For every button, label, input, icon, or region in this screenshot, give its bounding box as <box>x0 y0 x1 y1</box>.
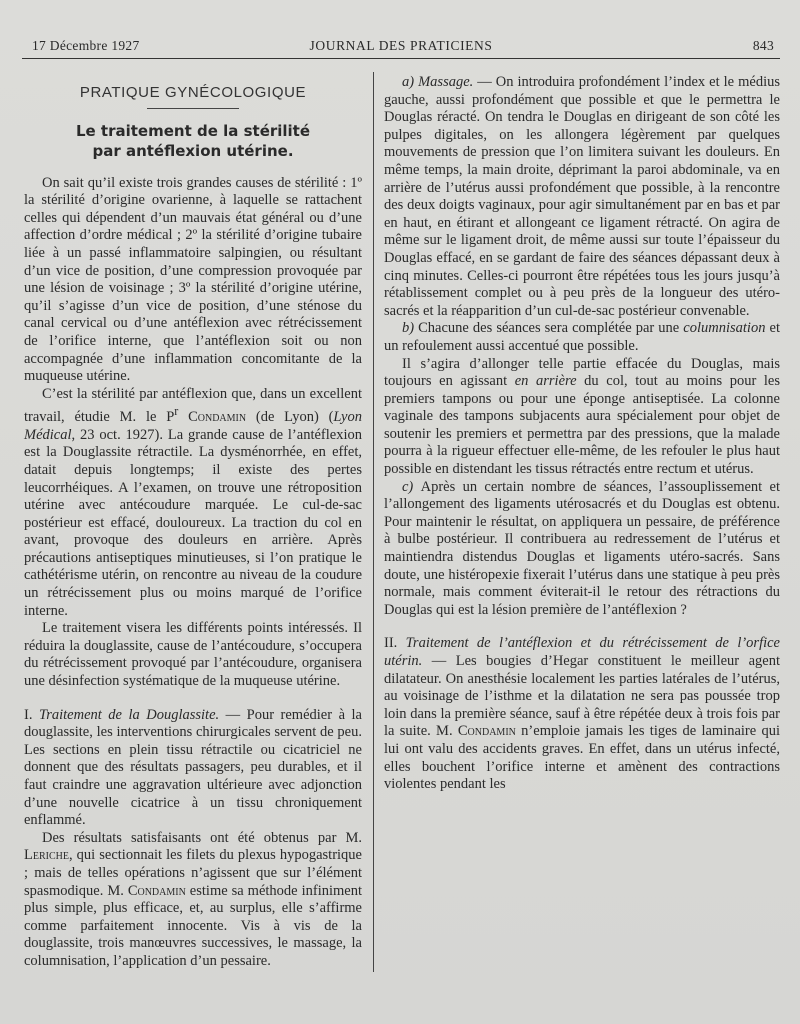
subsection-antéflexion <box>384 635 780 793</box>
emphasis-term: en arrière <box>514 373 577 390</box>
article-title-line-1: Le traitement de la stérilité <box>75 121 311 140</box>
header-page-number: 843 <box>752 38 774 53</box>
item-label: b) <box>402 320 419 337</box>
author-name: Condamin <box>127 882 186 899</box>
section-heading: PRATIQUE GYNÉCOLOGIQUE <box>79 84 307 101</box>
subsection-title: Traitement de la Douglassite. <box>38 706 220 723</box>
header-rule <box>22 58 780 59</box>
paragraph-text: Il s’agira d’allonger telle partie effacée du Douglas, mais toujours en agissant <box>384 355 780 390</box>
paragraph-text: , 23 oct. 1927). La grande cause de l’antéflexion est la Douglassite rétractile. La dysménorrhée, en effet, datait depuis longtemps; il existe des pertes leucorrhéiques. A l’examen, on trouve une rétroposition utérine avec antécoudure marquée. Le cul-de-sac postérieur est effacé, douloureux. La traction du col en avant, provoque des douleurs en arrière. Après précautions antiseptiques minutieuses, si l’on pratique le cathétérisme utérin, on rencontre au niveau de la coudure un rétrécissement plus ou moins marqué de l’orifice interne. <box>24 426 362 619</box>
author-name: Condamin <box>188 409 247 426</box>
subsection-douglassite <box>24 707 362 830</box>
author-name: Leriche <box>24 847 69 864</box>
paragraph-text: du col, tout au moins pour les premiers tampons ou pour une éponge antiseptisée. La colonne vaginale des tampons subjacents aura spécialement pour objet de soutenir les premiers et permettra par des pressions, que la malade pourra à la rigueur effectuer elle-même, de les refouler le plus haut possible en distendant les tissus rétractés entre rectum et utérus. <box>384 373 780 478</box>
paragraph-condamin-study <box>24 386 362 621</box>
item-label: a) <box>402 74 419 90</box>
paragraph-massage <box>384 74 780 320</box>
paragraph-text: Chacune des séances sera complétée par une <box>418 320 684 337</box>
article-title-line-2: par antéflexion utérine. <box>92 141 294 160</box>
paragraph-text: estime sa méthode infiniment plus simple, plus efficace, et, au surplus, elle s’affirme comme parfaitement innocente. Vis à vis de la douglassite, trois manœuvres successives, le massage, la columnisation, l’application d’un pessaire. <box>24 882 362 969</box>
paragraph-text: Des résultats satisfaisants ont été obtenus par M. <box>42 829 362 846</box>
paragraph-treatment-goals: Le traitement visera les différents points intéressés. Il réduira la douglassite, cause de l’antécoudure, s’occupera du rétrécissement provoqué par l’antécoudure, organisera une désinfection systématique de la muqueuse utérine. <box>24 620 362 690</box>
left-column <box>24 74 362 971</box>
paragraph-text: C’est la stérilité par antéflexion que, dans un excellent travail, étudie M. le P <box>24 385 362 426</box>
paragraph-leriche <box>24 830 362 971</box>
paragraph-pessaire <box>384 479 780 620</box>
running-header <box>22 34 780 56</box>
superscript: r <box>174 404 179 419</box>
paragraph-tampons <box>384 356 780 479</box>
column-divider <box>373 72 374 972</box>
right-column <box>384 74 780 794</box>
item-title: Massage. <box>418 74 474 90</box>
paragraph-text: n’emploie jamais les tiges de laminaire qui lui ont valu des accidents graves. En effet, dans un utérus infecté, elles bouchent l’orifice interne et amènent des contractions violentes pendant les <box>384 723 781 793</box>
subsection-number: I. <box>24 706 39 723</box>
header-journal-title: JOURNAL DES PRATICIENS <box>309 38 493 53</box>
paragraph-text: — On introduira profondément l’index et le médius gauche, aussi profondément que possible et que le permettra le Douglas réracté. On tendra le Douglas en dirigeant de son côté les pulpes digitales, on les allongera légèrement par quelques mouvements de pression que l’on limitera suivant les douleurs. En même temps, la main droite, déprimant la paroi abdominale, va en arrière de l’utérus aussi profondément que possible, à la rencontre des deux doigts vaginaux, pour agir simultanément par en bas et par en haut, en étirant et allongeant ce ligament rétracté. On agira de même sur le ligament droit, de même aussi sur toute l’épaisseur du Douglas effacé, en se gardant de faire des séances dépassant deux à cinq minutes. Celles-ci pourront être répétées tous les jours jusqu’à rétablissement complet ou à peu près de la longueur des utéro-sacrés et la réapparition d’un cul-de-sac postérieur convenable. <box>384 74 780 319</box>
paragraph-text: Après un certain nombre de séances, l’assouplissement et l’allongement des ligaments utérosacrés et du Douglas est obtenu. Pour maintenir le résultat, on appliquera un pessaire, de préférence à bulbe postérieur. Il contribuera au redressement de l’utérus et maintiendra distendus Douglas et ligaments utéro-sacrés. Sans doute, une histéropexie fixerait l’utérus dans une statique à peu près normale, mais comment éviterait-il le retour des rétractions du Douglas qui est la lésion première de l’antéflexion ? <box>384 478 780 618</box>
header-date: 17 Décembre 1927 <box>32 38 140 53</box>
paragraph-columnisation <box>384 320 780 355</box>
paragraph-intro: On sait qu’il existe trois grandes causes de stérilité : 1º la stérilité d’origine ovarienne, à laquelle se rattachent celles qui dépendent d’un mauvais état général ou d’une affection d’ordre médical ; 2º la stérilité d’origine tubaire liée à un passé inflammatoire salpingien, ou résultant d’un vice de position, d’une compression provoquée par une lésion de voisinage ; 3º la stérilité d’origine utérine, qu’il s’agisse d’un vice de position, d’une sténose du canal cervical ou d’une antéflexion avec rétrécissement de l’orifice interne, que l’antéflexion soit ou non accompagnée d’une inflammation concomitante de la muqueuse utérine. <box>24 174 362 385</box>
emphasis-term: columnisation <box>683 320 766 337</box>
paragraph-text: — Pour remédier à la douglassite, les interventions chirurgicales servent de peu. Les sections en plein tissu rétractile ou cicatriciel ne donnent que des résultats passagers, peu durables, et il faut craindre une aggravation ultérieure avec adjonction d’une nouvelle cicatrice à un tissu chroniquement enflammé. <box>24 706 362 829</box>
journal-citation: Lyon Médical <box>24 409 362 443</box>
subsection-number: II. <box>384 635 406 652</box>
paragraph-text: et un refoulement aussi accentué que possible. <box>384 320 780 354</box>
subsection-title: Traitement de l’antéflexion et du rétrécissement de l’orfice utérin. <box>384 635 780 669</box>
paragraph-text: — Les bougies d’Hegar constituent le meilleur agent dilatateur. On anesthésie localement les parties latérales de l’utérus, au voisinage de l’isthme et la dilatation ne sera pas poussée trop loin dans la première séance, sauf à être répétée deux à trois fois par la suite. M. <box>384 653 780 740</box>
article-title <box>24 121 362 161</box>
paragraph-text: , qui sectionnait les filets du plexus hypogastrique ; mais de telles opérations n’agissent que sur l’élément spasmodique. M. <box>24 847 362 899</box>
paragraph-text: (de Lyon) ( <box>246 409 334 426</box>
section-heading-rule <box>147 108 239 109</box>
item-label: c) <box>402 478 421 495</box>
author-name: Condamin <box>457 723 516 740</box>
